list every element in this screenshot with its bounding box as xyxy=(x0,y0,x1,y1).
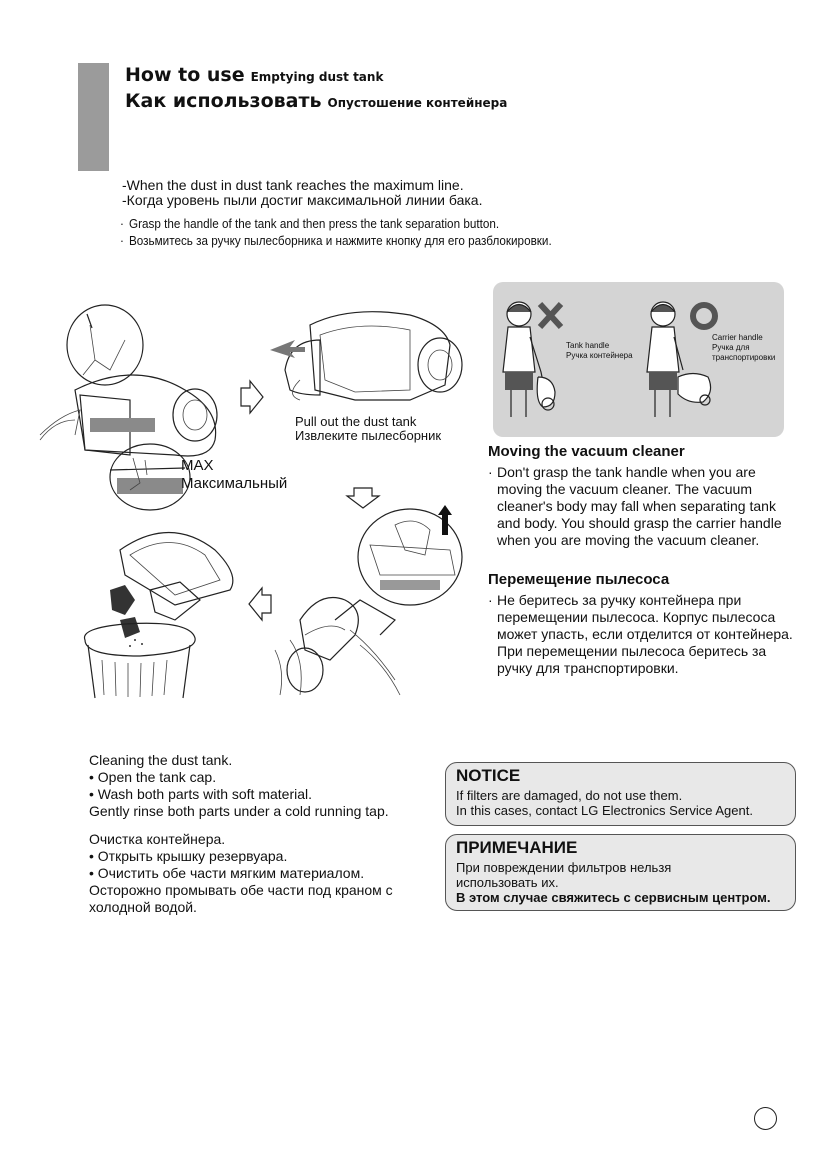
notice-heading-ru: ПРИМЕЧАНИЕ xyxy=(456,838,578,857)
moving-heading-en: Moving the vacuum cleaner xyxy=(488,443,685,460)
tank-handle-ru: Ручка контейнера xyxy=(566,351,633,360)
page-title-en xyxy=(125,64,383,86)
step-text-ru: Возьмитесь за ручку пылесборника и нажмите кнопку для его разблокировки. xyxy=(129,233,552,248)
page-title-ru xyxy=(125,90,507,112)
notice-line2-ru: использовать их. xyxy=(456,875,559,890)
notice-box-ru xyxy=(445,834,796,911)
subtitle-ru: Опустошение контейнера xyxy=(327,96,508,110)
subtitle-en: Emptying dust tank xyxy=(250,70,384,84)
moving-text-ru: Не беритесь за ручку контейнера при перемещении пылесоса. Корпус пылесоса может упасть, если отделится от контейнера. При перемещении пылесоса беритесь за ручку для транспортировки. xyxy=(497,592,793,676)
step-text-en: Grasp the handle of the tank and then press the tank separation button. xyxy=(129,216,500,231)
carrier-handle-ru-2: транспортировки xyxy=(712,353,776,362)
cleaning-item1-ru: • Открыть крышку резервуара. xyxy=(89,848,288,864)
moving-text-en: Don't grasp the tank handle when you are moving the vacuum cleaner. The vacuum cleaner's body may fall when separating tank and body. You should grasp the carrier handle when you are moving the vacuum cleaner. xyxy=(497,464,782,548)
illustration-remove-tank xyxy=(275,590,425,700)
arrow-left-icon xyxy=(248,587,272,621)
max-en: MAX xyxy=(181,457,214,474)
carrier-handle-ru-1: Ручка для xyxy=(712,343,750,352)
notice-heading-en: NOTICE xyxy=(456,766,521,785)
step-bullet-ru: · Возьмитесь за ручку пылесборника и нажмите кнопку для его разблокировки. xyxy=(120,233,552,248)
intro-ru: -Когда уровень пыли достиг максимальной линии бака. xyxy=(122,192,483,208)
cleaning-title-en: Cleaning the dust tank. xyxy=(89,752,233,768)
pull-out-en: Pull out the dust tank xyxy=(295,414,417,429)
cleaning-item2-en: • Wash both parts with soft material. xyxy=(89,786,313,802)
carrier-handle-en: Carrier handle xyxy=(712,333,763,342)
page-number-circle xyxy=(754,1107,777,1130)
tank-handle-en: Tank handle xyxy=(566,341,610,350)
title-ru: Как использовать xyxy=(125,90,322,112)
step-bullet-en: · Grasp the handle of the tank and then press the tank separation button. xyxy=(120,216,500,231)
illustration-pull-out-tank xyxy=(260,300,470,410)
cleaning-item4-ru: холодной водой. xyxy=(89,899,197,915)
cleaning-item3-ru: Осторожно промывать обе части под краном с xyxy=(89,882,393,898)
notice-box-en xyxy=(445,762,796,826)
cleaning-item1-en: • Open the tank cap. xyxy=(89,769,217,785)
moving-paragraph-en: · Don't grasp the tank handle when you are moving the vacuum cleaner. The vacuum cleaner's body may fall when separating tank and body. You should grasp the carrier handle when you are moving the vacuum cleaner. xyxy=(488,464,782,548)
notice-line1-en: If filters are damaged, do not use them. xyxy=(456,788,683,803)
title-en: How to use xyxy=(125,64,245,86)
max-ru: Максимальный xyxy=(181,475,288,492)
cleaning-item2-ru: • Очистить обе части мягким материалом. xyxy=(89,865,365,881)
moving-heading-ru: Перемещение пылесоса xyxy=(488,571,670,588)
section-tab xyxy=(78,63,109,171)
notice-line1-ru: При повреждении фильтров нельзя xyxy=(456,860,672,875)
moving-paragraph-ru: · Не беритесь за ручку контейнера при перемещении пылесоса. Корпус пылесоса может упасть, если отделится от контейнера. При перемещении пылесоса беритесь за ручку для транспортировки. xyxy=(488,592,793,676)
notice-line2-en: In this cases, contact LG Electronics Service Agent. xyxy=(456,803,753,818)
cleaning-title-ru: Очистка контейнера. xyxy=(89,831,226,847)
notice-line3-ru: В этом случае свяжитесь с сервисным центром. xyxy=(456,890,771,905)
pull-out-ru: Извлеките пылесборник xyxy=(295,428,442,443)
intro-en: -When the dust in dust tank reaches the maximum line. xyxy=(122,177,464,193)
illustration-empty-into-bin xyxy=(80,520,245,700)
cleaning-item3-en: Gently rinse both parts under a cold running tap. xyxy=(89,803,389,819)
